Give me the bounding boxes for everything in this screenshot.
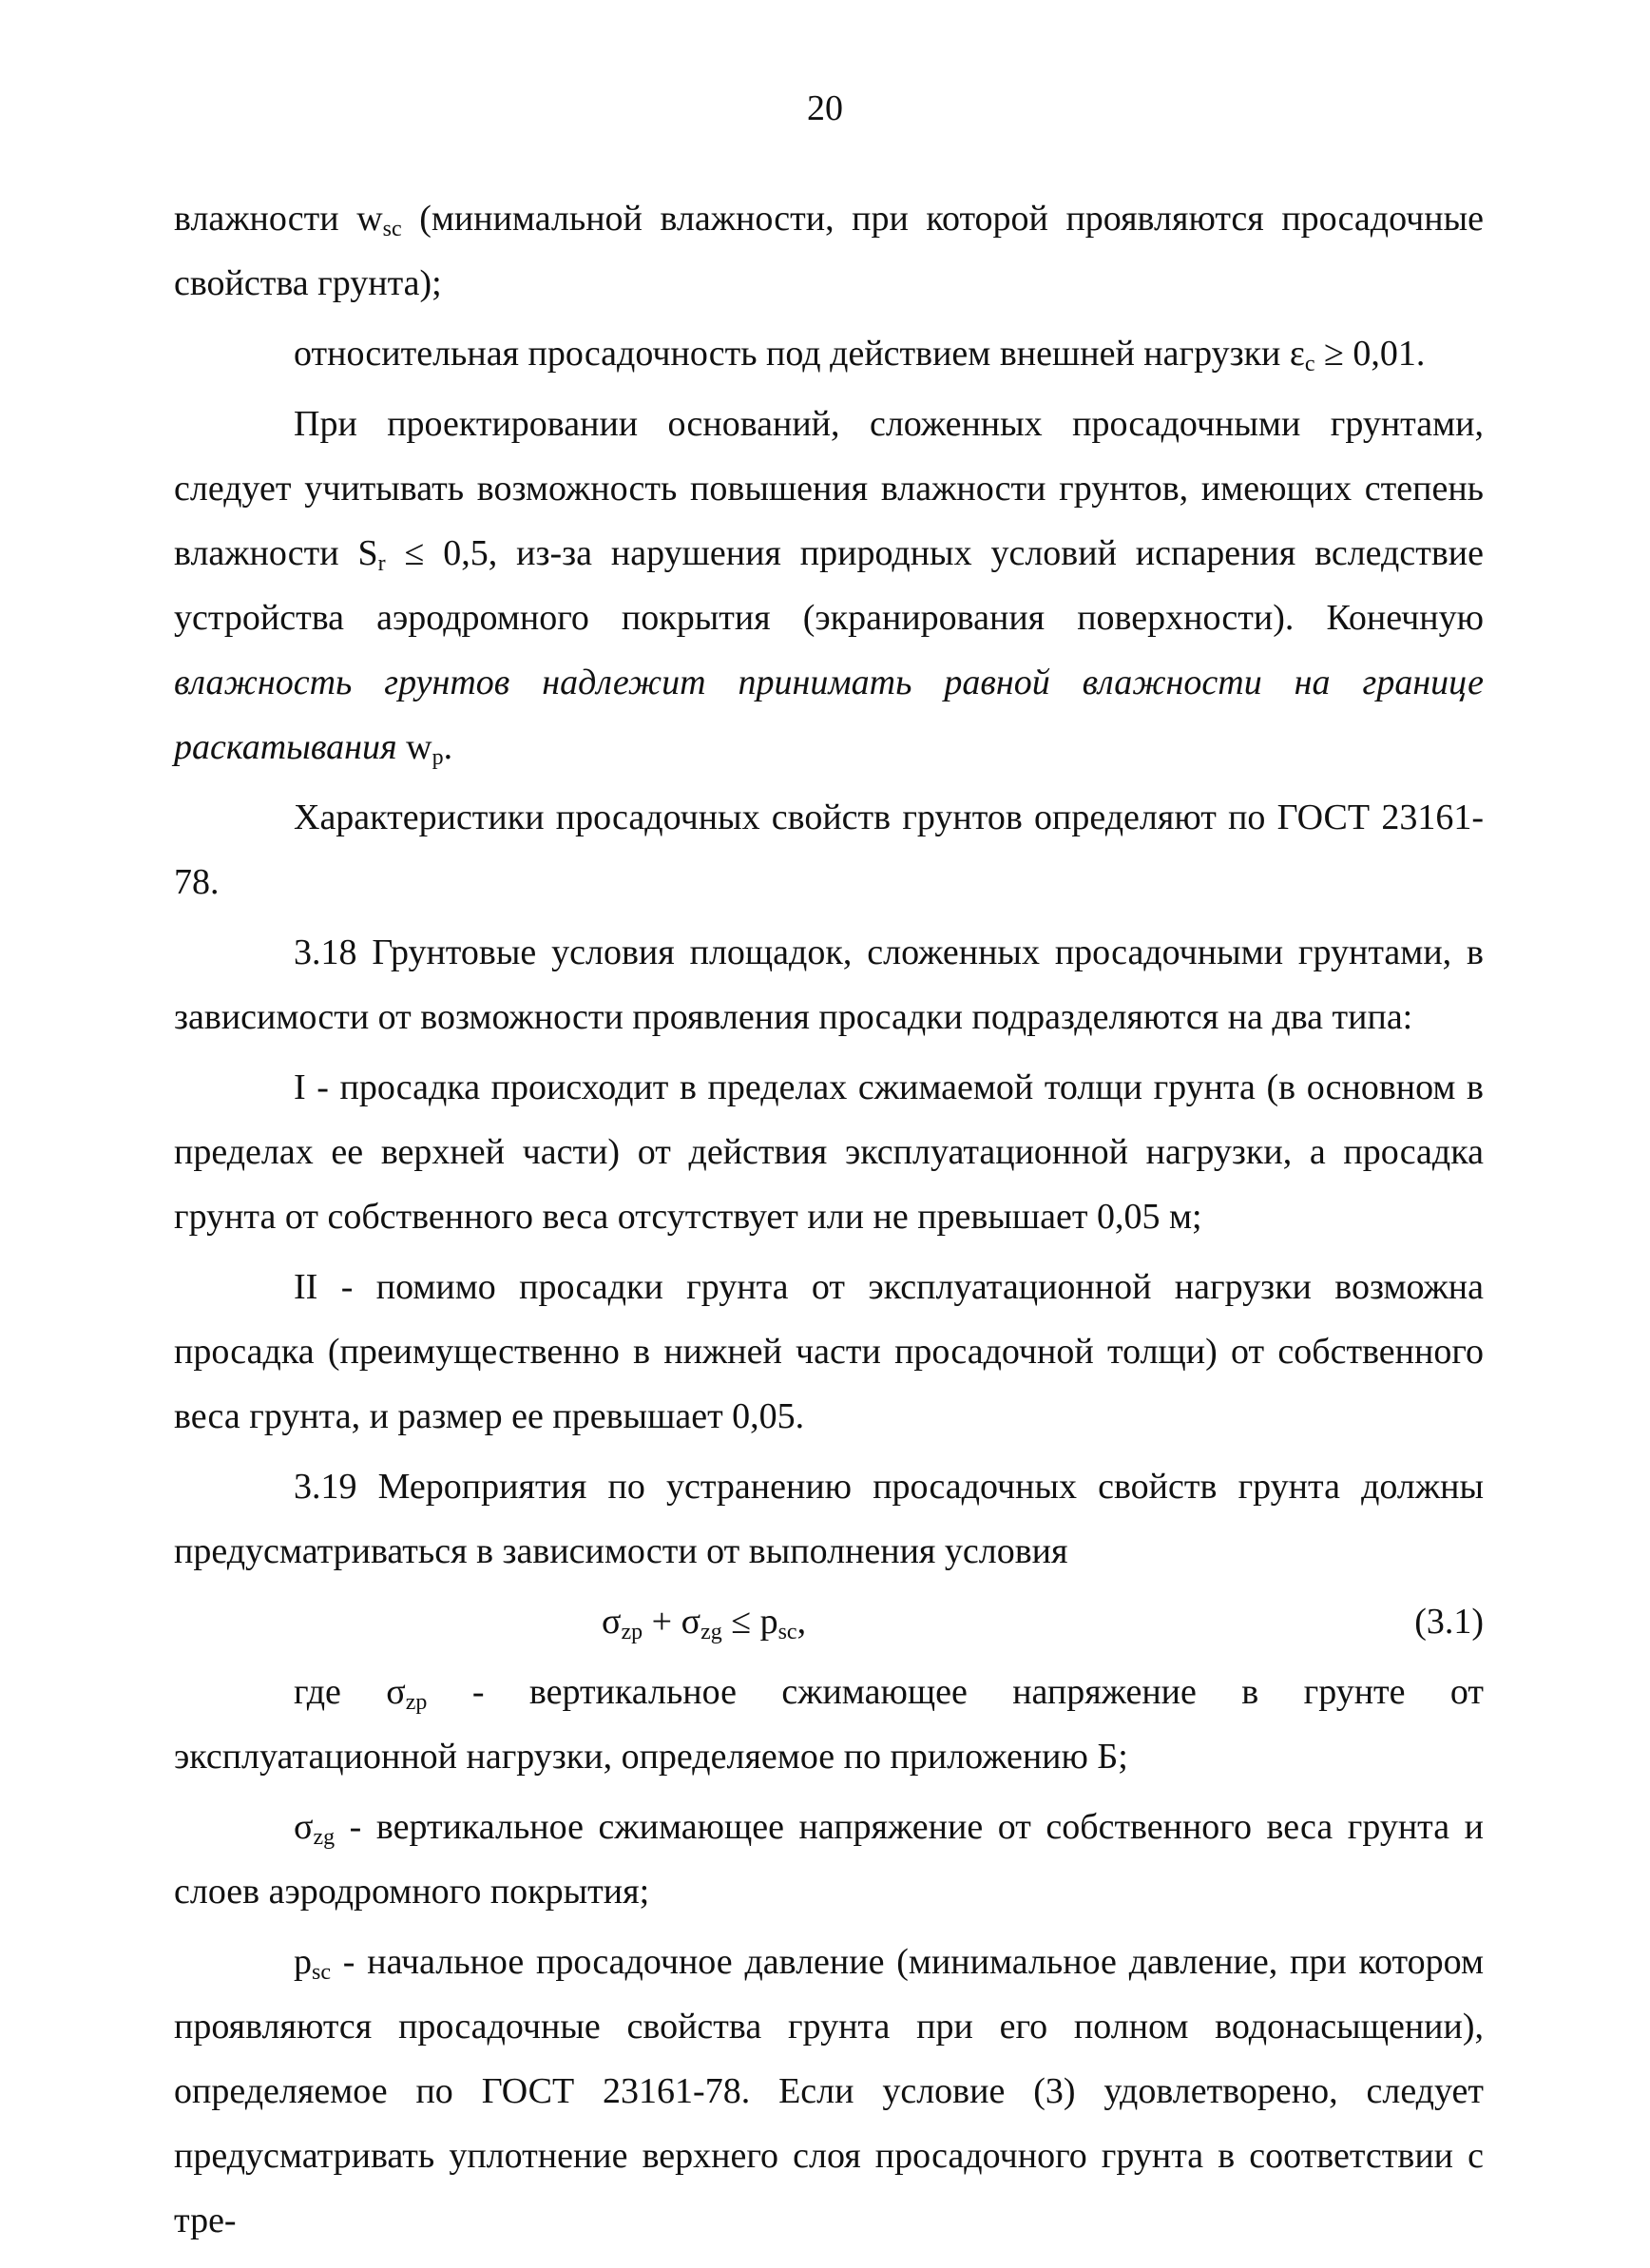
paragraph-sigma-zp <box>174 1660 1484 1789</box>
text-run: - вертикальное сжимающее напряжение от собственного веса грунта и слоев аэродромного покрытия; <box>174 1807 1484 1912</box>
paragraph-p-sc <box>174 1930 1484 2253</box>
text-run: - начальное просадочное давление (минимальное давление, при котором проявляются просадочные свойства грунта при его полном водонасыщении), определяемое по ГОСТ 23161-78. Если условие (3) удовлетворено, следует предусматривать уплотнение верхнего слоя просадочного грунта в соответствии с тре- <box>174 1942 1484 2240</box>
equation-number: (3.1) <box>1414 1602 1484 1642</box>
paragraph-3-18: 3.18 Грунтовые условия площадок, сложенных просадочными грунтами, в зависимости от возможности проявления просадки подразделяются на два типа: <box>174 932 1484 1037</box>
sigma-symbol: σ <box>681 1602 701 1642</box>
paragraph-characteristics: Характеристики просадочных свойств грунтов определяют по ГОСТ 23161-78. <box>174 798 1484 902</box>
text-run: относительная просадочность под действием внешней нагрузки ε <box>294 334 1305 374</box>
paragraph-design-foundations <box>174 392 1484 779</box>
paragraph-sigma-zg <box>174 1795 1484 1924</box>
text-run: влажности w <box>174 199 383 239</box>
text-run: p <box>294 1942 312 1982</box>
text-run: - вертикальное сжимающее напряжение в грунте от эксплуатационной нагрузки, определяемое по приложению Б; <box>174 1672 1484 1777</box>
punctuation: , <box>796 1602 807 1642</box>
formula-expression <box>602 1589 806 1654</box>
text-run: σ <box>294 1807 314 1847</box>
paragraph-relative-subsidence <box>174 321 1484 386</box>
text-run: w <box>396 727 432 767</box>
subscript: zg <box>700 1620 722 1644</box>
sigma-symbol: σ <box>602 1602 622 1642</box>
subscript: с <box>1304 352 1315 376</box>
subscript: sc <box>312 1960 331 1985</box>
plus-sign: + <box>643 1602 681 1642</box>
text-run: ≥ 0,01. <box>1314 334 1426 374</box>
body-text <box>174 186 1484 2258</box>
text-run: (минимальной влажности, при которой проявляются просадочные свойства грунта); <box>174 199 1484 303</box>
subscript: r <box>377 551 386 576</box>
subscript: p <box>432 745 444 770</box>
text-run: При проектировании оснований, сложенных просадочными грунтами, следует учитывать возможность повышения влажности грунтов, имеющих степень влажности S <box>174 404 1484 573</box>
relation-term: ≤ p <box>721 1602 778 1642</box>
text-run: . <box>443 727 453 767</box>
text-run: ≤ 0,5, из-за нарушения природных условий испарения вследствие устройства аэродромного покрытия (экранирования поверхности). Конечную <box>174 533 1484 638</box>
formula-3-1 <box>174 1589 1484 1654</box>
subscript: sc <box>382 217 402 241</box>
text-run: где σ <box>294 1672 406 1712</box>
subscript: sc <box>777 1620 797 1644</box>
paragraph-type-ii: II - помимо просадки грунта от эксплуатационной нагрузки возможна просадка (преимущественно в нижней части просадочной толщи) от собственного веса грунта, и размер ее превышает 0,05. <box>174 1267 1484 1436</box>
page-number: 20 <box>807 88 843 128</box>
subscript: zg <box>313 1825 336 1850</box>
paragraph-3-19: 3.19 Мероприятия по устранению просадочных свойств грунта должны предусматриваться в зависимости от выполнения условия <box>174 1467 1484 1571</box>
paragraph-type-i: I - просадка происходит в пределах сжимаемой толщи грунта (в основном в пределах ее верхней части) от действия эксплуатационной нагрузки, а просадка грунта от собственного веса отсутствует или не превышает 0,05 м; <box>174 1067 1484 1237</box>
subscript: zp <box>405 1690 428 1715</box>
subscript: zp <box>621 1620 643 1644</box>
italic-text: влажность грунтов надлежит принимать равной влажности на границе раскатывания <box>174 663 1484 767</box>
paragraph-subsidence-moisture <box>174 186 1484 316</box>
